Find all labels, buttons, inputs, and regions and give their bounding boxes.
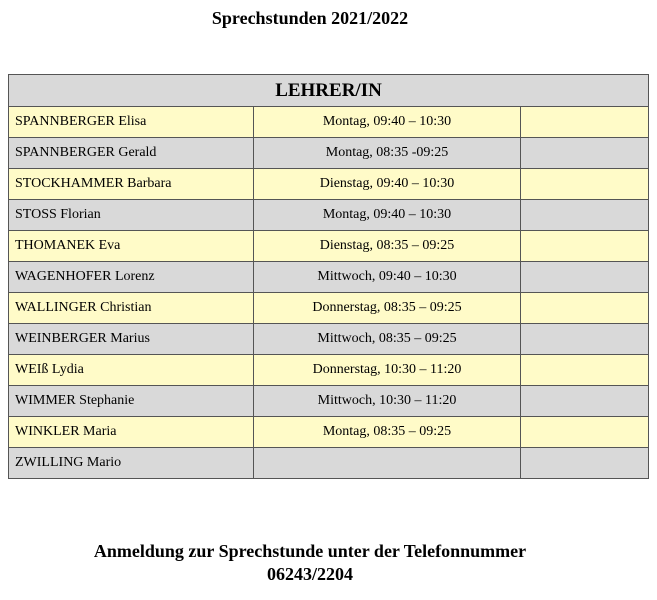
- table-row: [9, 448, 649, 479]
- teacher-name-cell: WALLINGER Christian: [9, 293, 254, 324]
- office-hour-cell: Donnerstag, 08:35 – 09:25: [254, 293, 521, 324]
- empty-cell: [521, 200, 649, 231]
- teacher-name-cell: WEINBERGER Marius: [9, 324, 254, 355]
- footer-line-phone: 06243/2204: [266, 564, 353, 584]
- office-hour-cell: Dienstag, 09:40 – 10:30: [254, 169, 521, 200]
- table-body: [9, 107, 649, 479]
- table-row: [9, 262, 649, 293]
- table-row: [9, 138, 649, 169]
- teacher-name-cell: WIMMER Stephanie: [9, 386, 254, 417]
- office-hour-cell: Montag, 08:35 -09:25: [254, 138, 521, 169]
- table-row: [9, 293, 649, 324]
- office-hour-cell: Mittwoch, 10:30 – 11:20: [254, 386, 521, 417]
- office-hour-cell: [254, 448, 521, 479]
- teacher-name-cell: SPANNBERGER Gerald: [9, 138, 254, 169]
- table-row: [9, 386, 649, 417]
- office-hour-cell: Mittwoch, 08:35 – 09:25: [254, 324, 521, 355]
- footer-line-registration: Anmeldung zur Sprechstunde unter der Telefonnummer: [93, 541, 527, 561]
- teacher-name-cell: WAGENHOFER Lorenz: [9, 262, 254, 293]
- office-hours-table: [8, 74, 649, 479]
- teacher-name-cell: STOCKHAMMER Barbara: [9, 169, 254, 200]
- teacher-name-cell: WEIß Lydia: [9, 355, 254, 386]
- empty-cell: [521, 169, 649, 200]
- table-header-row: [9, 75, 649, 107]
- table-row: [9, 417, 649, 448]
- empty-cell: [521, 293, 649, 324]
- office-hour-cell: Montag, 09:40 – 10:30: [254, 200, 521, 231]
- table-row: [9, 355, 649, 386]
- empty-cell: [521, 324, 649, 355]
- page-title: Sprechstunden 2021/2022: [211, 8, 409, 28]
- table-header-teacher: LEHRER/IN: [9, 75, 649, 107]
- table-row: [9, 169, 649, 200]
- office-hour-cell: Mittwoch, 09:40 – 10:30: [254, 262, 521, 293]
- table-row: [9, 324, 649, 355]
- empty-cell: [521, 231, 649, 262]
- teacher-name-cell: SPANNBERGER Elisa: [9, 107, 254, 138]
- office-hour-cell: Montag, 09:40 – 10:30: [254, 107, 521, 138]
- empty-cell: [521, 386, 649, 417]
- teacher-name-cell: WINKLER Maria: [9, 417, 254, 448]
- empty-cell: [521, 417, 649, 448]
- empty-cell: [521, 355, 649, 386]
- empty-cell: [521, 107, 649, 138]
- office-hour-cell: Montag, 08:35 – 09:25: [254, 417, 521, 448]
- empty-cell: [521, 262, 649, 293]
- footer-note: [0, 540, 620, 586]
- office-hour-cell: Donnerstag, 10:30 – 11:20: [254, 355, 521, 386]
- empty-cell: [521, 138, 649, 169]
- table-row: [9, 200, 649, 231]
- teacher-name-cell: ZWILLING Mario: [9, 448, 254, 479]
- table-row: [9, 107, 649, 138]
- table-row: [9, 231, 649, 262]
- teacher-name-cell: THOMANEK Eva: [9, 231, 254, 262]
- empty-cell: [521, 448, 649, 479]
- office-hour-cell: Dienstag, 08:35 – 09:25: [254, 231, 521, 262]
- teacher-name-cell: STOSS Florian: [9, 200, 254, 231]
